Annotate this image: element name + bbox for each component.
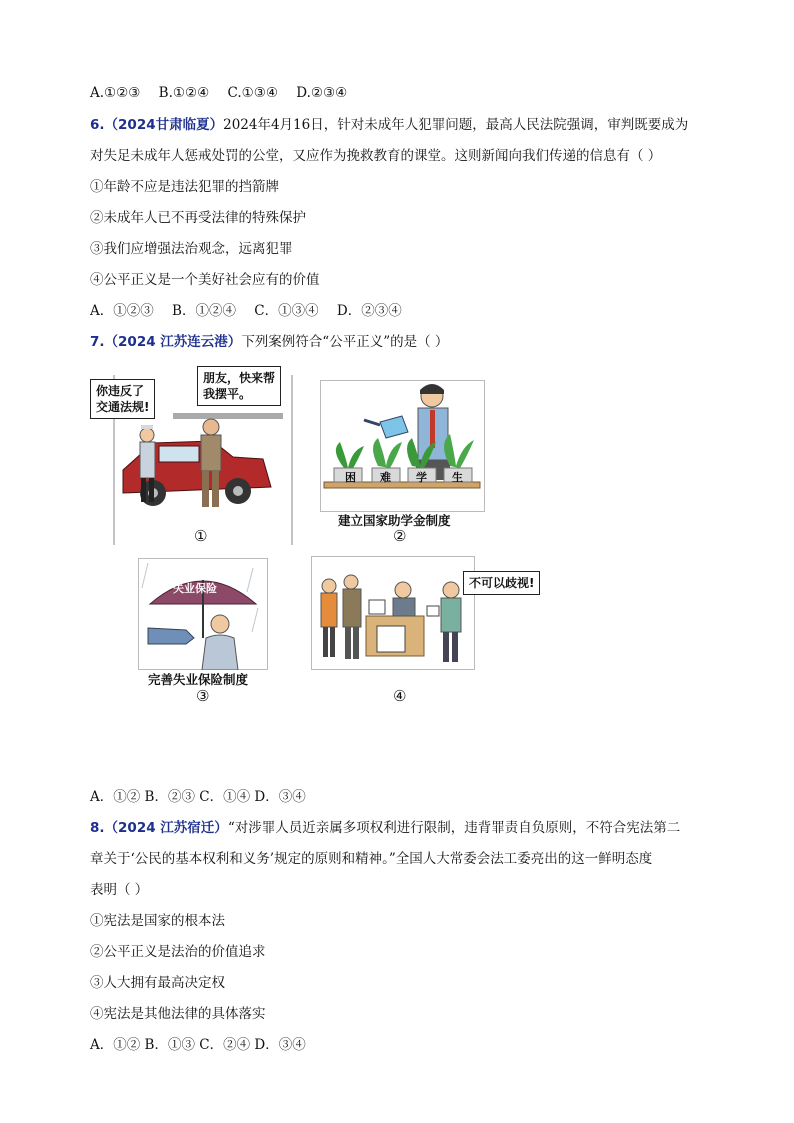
q7-panel-2-caption: 建立国家助学金制度	[338, 513, 451, 528]
q6-option-a: A．①②③	[90, 303, 154, 319]
q6-stem-1: 2024年4月16日，针对未成年人犯罪问题，最高人民法院强调，审判既要成为	[223, 117, 689, 133]
q8-stem-line2: 章关于‘公民的基本权利和义务’规定的原则和精神。”全国人大常委会法工委亮出的这一鲜明态度	[90, 851, 653, 867]
q7-panel-4-bubble: 不可以歧视!	[463, 571, 540, 595]
q7-panel-1-bubble-police: 你违反了 交通法规!	[90, 379, 155, 419]
q7-panel-3	[138, 558, 268, 670]
q7-panel-2-pot-label-3: 学	[416, 471, 427, 484]
job-fair-illustration	[311, 556, 475, 670]
q6-item-2: ②未成年人已不再受法律的特殊保护	[90, 210, 306, 226]
umbrella-insurance-illustration	[138, 558, 268, 670]
option-c: C.①③④	[227, 85, 278, 101]
q7-number: 7.	[90, 334, 105, 350]
q6-item-3: ③我们应增强法治观念，远离犯罪	[90, 241, 293, 257]
q7-panel-2-number: ②	[393, 527, 407, 545]
q7-source: （2024 江苏连云港）	[104, 334, 242, 350]
q7-panel-3-caption: 完善失业保险制度	[148, 672, 249, 687]
q6-stem-line2: 对失足未成年人惩戒处罚的公堂，又应作为挽救教育的课堂。这则新闻向我们传递的信息有（ ）	[90, 148, 662, 164]
q8-stem-1: “对涉罪人员近亲属多项权利进行限制，违背罪责自负原则，不符合宪法第二	[227, 820, 681, 836]
q6-number: 6.	[90, 117, 105, 133]
q8-number: 8.	[90, 820, 105, 836]
q8-item-2: ②公平正义是法治的价值追求	[90, 944, 266, 960]
q7-panel-3-umbrella-label: 失业保险	[173, 582, 217, 595]
q6-item-1: ①年龄不应是违法犯罪的挡箭牌	[90, 179, 279, 195]
q8-item-4: ④宪法是其他法律的具体落实	[90, 1006, 266, 1022]
q8-source: （2024 江苏宿迁）	[104, 820, 228, 836]
option-b: B.①②④	[158, 85, 210, 101]
watering-plants-illustration	[320, 380, 485, 512]
q7-panel-4	[311, 556, 475, 670]
q7-stem-line	[90, 333, 448, 351]
q6-source: （2024甘肃临夏）	[104, 117, 224, 133]
q6-option-c: C．①③④	[254, 303, 319, 319]
q7-panel-3-number: ③	[196, 687, 210, 705]
q6-option-b: B．①②④	[172, 303, 236, 319]
q7-stem: 下列案例符合“公平正义”的是（ ）	[241, 334, 449, 350]
q6-item-4: ④公平正义是一个美好社会应有的价值	[90, 272, 320, 288]
option-d: D.②③④	[296, 85, 348, 101]
q7-panel-2-pot-label-2: 难	[380, 471, 391, 484]
top-options-row	[90, 84, 347, 102]
q6-stem-line1	[90, 116, 688, 134]
q7-panel-2-pot-label-1: 困	[345, 471, 356, 484]
q7-panel-1-bubble-driver: 朋友，快来帮 我摆平。	[197, 366, 281, 406]
q8-stem-line1	[90, 819, 680, 837]
q7-panel-2	[320, 380, 485, 512]
option-a: A.①②③	[90, 85, 141, 101]
q8-item-3: ③人大拥有最高决定权	[90, 975, 225, 991]
q6-options	[90, 302, 402, 320]
q8-options: A．①② B．①③ C．②④ D．③④	[90, 1037, 306, 1053]
q7-panel-4-number: ④	[393, 687, 407, 705]
q7-panel-2-pot-label-4: 生	[452, 471, 463, 484]
q8-item-1: ①宪法是国家的根本法	[90, 913, 225, 929]
q6-option-d: D．②③④	[336, 303, 402, 319]
q7-options: A．①② B．②③ C．①④ D．③④	[90, 789, 306, 805]
q8-stem-line3: 表明（ ）	[90, 882, 149, 898]
q7-panel-1-number: ①	[194, 527, 208, 545]
